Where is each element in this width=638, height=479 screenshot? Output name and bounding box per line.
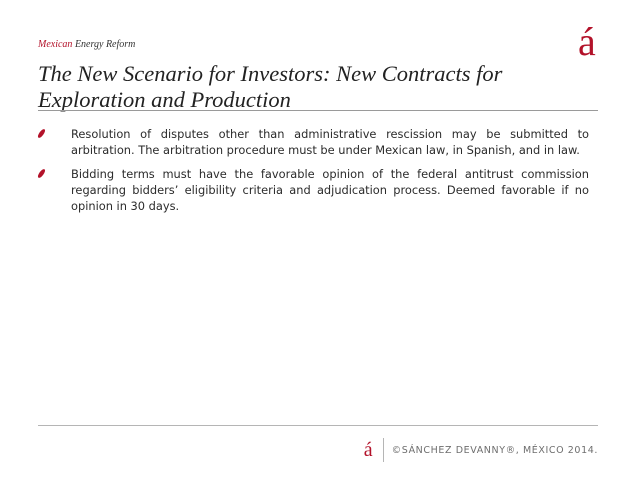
section-label-accent: Mexican xyxy=(38,39,73,50)
footer-divider xyxy=(38,425,598,426)
footer-separator xyxy=(383,438,384,462)
brand-logo: á xyxy=(578,19,596,64)
bullet-item xyxy=(38,166,589,214)
bullet-item xyxy=(38,126,589,158)
title-divider xyxy=(38,110,598,111)
bullet-marker-icon xyxy=(37,169,46,179)
bullet-marker-icon xyxy=(37,129,46,139)
section-label xyxy=(38,39,135,50)
copyright-notice: ©SÁNCHEZ DEVANNY®, MÉXICO 2014. xyxy=(391,444,598,456)
section-label-rest: Energy Reform xyxy=(74,39,136,50)
footer xyxy=(364,436,598,464)
bullet-text: Resolution of disputes other than administrative rescission may be submitted to arbitration. The arbitration procedure must be under Mexican law, in Spanish, and in law. xyxy=(71,127,589,157)
bullet-text: Bidding terms must have the favorable opinion of the federal antitrust commission regarding bidders’ eligibility criteria and adjudication process. Deemed favorable if no opinion in 30 days. xyxy=(71,167,589,213)
slide-title: The New Scenario for Investors: New Contracts for Exploration and Production xyxy=(38,61,503,112)
bullet-list xyxy=(38,126,589,222)
footer-logo: á xyxy=(363,439,373,461)
